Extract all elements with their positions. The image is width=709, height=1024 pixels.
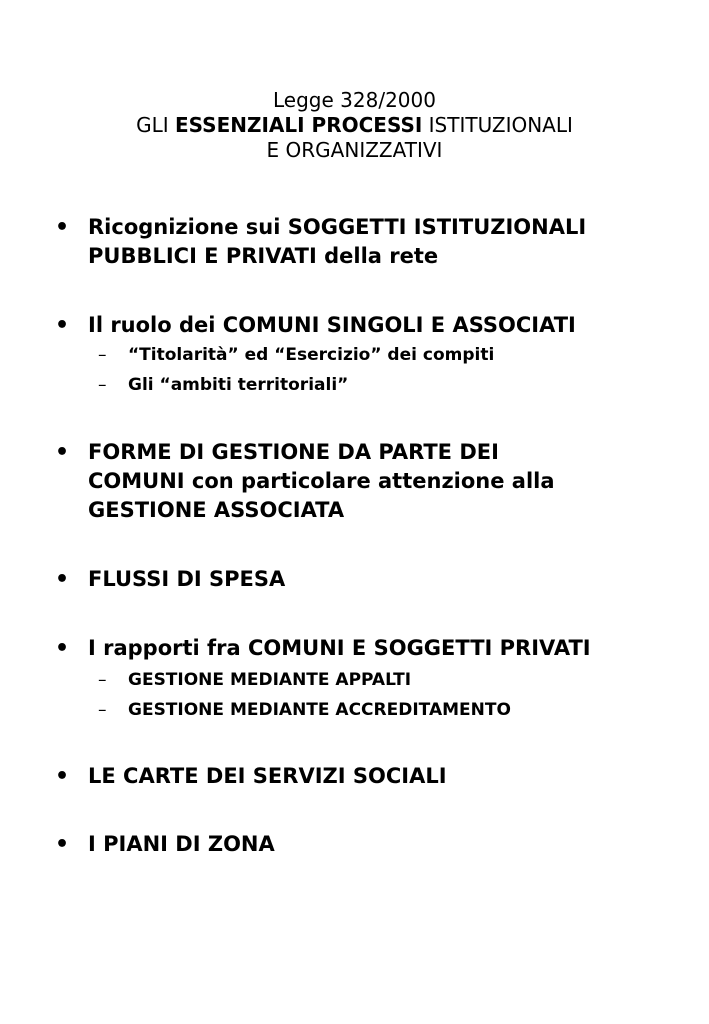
sub-list-item xyxy=(98,666,698,695)
list-item-line: Il ruolo dei COMUNI SINGOLI E ASSOCIATI xyxy=(88,313,576,337)
bullet-icon: • xyxy=(55,215,70,240)
list-item-text xyxy=(88,830,688,859)
title-line-2-bold: ESSENZIALI PROCESSI xyxy=(175,113,423,137)
list-item-text xyxy=(88,213,688,271)
bullet-icon: • xyxy=(55,313,70,338)
list-item-text xyxy=(88,762,688,791)
bullet-icon: • xyxy=(55,440,70,465)
list-item-line: COMUNI con particolare attenzione alla xyxy=(88,469,555,493)
bullet-icon: • xyxy=(55,567,70,592)
bullet-icon: • xyxy=(55,832,70,857)
sub-list-item xyxy=(98,696,698,725)
sub-list-item-text: GESTIONE MEDIANTE APPALTI xyxy=(128,670,412,690)
title-line-1: Legge 328/2000 xyxy=(273,88,436,112)
list-item-line: PUBBLICI E PRIVATI della rete xyxy=(88,244,439,268)
title-line-2-prefix: GLI xyxy=(136,113,175,137)
list-item-line: GESTIONE ASSOCIATA xyxy=(88,498,345,522)
title-line-2 xyxy=(0,113,709,138)
bullet-icon: • xyxy=(55,764,70,789)
bullet-icon: • xyxy=(55,636,70,661)
list-item-text xyxy=(88,634,688,663)
title-line-2-suffix: ISTITUZIONALI xyxy=(422,113,573,137)
page-title xyxy=(0,88,709,163)
list-item-line: I rapporti fra COMUNI E SOGGETTI PRIVATI xyxy=(88,636,591,660)
title-line-3: E ORGANIZZATIVI xyxy=(266,138,443,162)
dash-icon: – xyxy=(98,375,107,395)
sub-list-item-text: GESTIONE MEDIANTE ACCREDITAMENTO xyxy=(128,700,511,720)
sub-list-item-text: Gli “ambiti territoriali” xyxy=(128,375,349,395)
list-item-line: Ricognizione sui SOGGETTI ISTITUZIONALI xyxy=(88,215,587,239)
sub-list-item-text: “Titolarità” ed “Esercizio” dei compiti xyxy=(128,345,495,365)
dash-icon: – xyxy=(98,345,107,365)
dash-icon: – xyxy=(98,670,107,690)
list-item-text xyxy=(88,438,688,525)
list-item-line: FLUSSI DI SPESA xyxy=(88,567,286,591)
list-item-text xyxy=(88,565,688,594)
list-item-text xyxy=(88,311,688,340)
list-item-line: LE CARTE DEI SERVIZI SOCIALI xyxy=(88,764,447,788)
list-item-line: FORME DI GESTIONE DA PARTE DEI xyxy=(88,440,499,464)
list-item-line: I PIANI DI ZONA xyxy=(88,832,275,856)
dash-icon: – xyxy=(98,700,107,720)
sub-list-item xyxy=(98,371,698,400)
sub-list-item xyxy=(98,341,698,370)
